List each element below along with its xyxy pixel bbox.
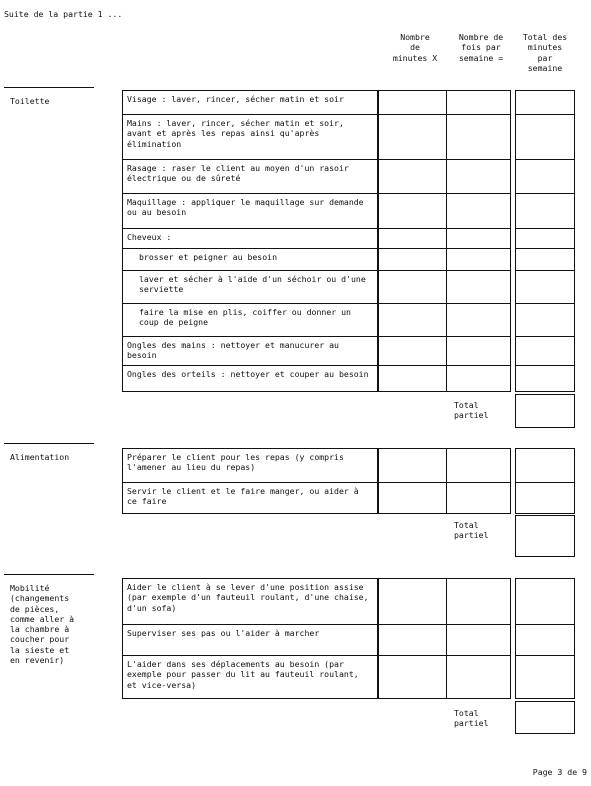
section-rule	[4, 87, 94, 88]
minutes-cell[interactable]	[379, 193, 446, 228]
total-cell[interactable]	[516, 159, 574, 193]
minutes-cell[interactable]	[379, 228, 446, 248]
task-row: Visage : laver, rincer, sécher matin et soir	[127, 94, 344, 104]
task-row: Rasage : raser le client au moyen d'un rasoir électrique ou de sûreté	[123, 159, 377, 193]
times-cell[interactable]	[447, 114, 510, 159]
times-cell[interactable]	[447, 579, 510, 624]
total-cell[interactable]	[516, 114, 574, 159]
times-column-mobilite	[446, 578, 511, 699]
total-cell[interactable]	[516, 365, 574, 393]
task-list-mobilite	[122, 578, 378, 699]
task-row: Maquillage : appliquer le maquillage sur demande ou au besoin	[123, 193, 377, 228]
minutes-column-alimentation	[378, 448, 447, 514]
total-column-toilette	[515, 90, 575, 392]
total-cell[interactable]	[516, 336, 574, 365]
section-rule	[4, 574, 94, 575]
minutes-cell[interactable]	[379, 365, 446, 393]
minutes-cell[interactable]	[379, 336, 446, 365]
total-cell[interactable]	[516, 91, 574, 114]
total-cell[interactable]	[516, 193, 574, 228]
subtotal-label-mobilite: Total partiel	[454, 708, 489, 729]
times-cell[interactable]	[447, 159, 510, 193]
total-cell[interactable]	[516, 624, 574, 655]
minutes-column-toilette	[378, 90, 447, 392]
times-cell[interactable]	[447, 270, 510, 303]
header-minutes: Nombre de minutes X	[392, 32, 438, 63]
minutes-column-mobilite	[378, 578, 447, 699]
minutes-cell[interactable]	[379, 449, 446, 482]
continuation-note: Suite de la partie 1 ...	[4, 9, 123, 19]
minutes-cell[interactable]	[379, 624, 446, 655]
minutes-cell[interactable]	[379, 248, 446, 270]
times-cell[interactable]	[447, 303, 510, 336]
times-cell[interactable]	[447, 193, 510, 228]
minutes-cell[interactable]	[379, 579, 446, 624]
subtotal-label-alimentation: Total partiel	[454, 520, 489, 541]
times-cell[interactable]	[447, 248, 510, 270]
task-row: Aider le client à se lever d'une position assise (par exemple d'un fauteuil roulant, d'une chaise, d'un sofa)	[127, 582, 369, 613]
section-label-toilette: Toilette	[10, 96, 50, 106]
total-cell[interactable]	[516, 655, 574, 698]
task-row: Cheveux :	[123, 228, 377, 248]
total-cell[interactable]	[516, 579, 574, 624]
total-column-alimentation	[515, 448, 575, 514]
section-label-alimentation: Alimentation	[10, 452, 70, 462]
subtotal-label-toilette: Total partiel	[454, 400, 489, 421]
minutes-cell[interactable]	[379, 482, 446, 513]
total-cell[interactable]	[516, 228, 574, 248]
minutes-cell[interactable]	[379, 655, 446, 698]
task-row: Ongles des mains : nettoyer et manucurer au besoin	[123, 336, 377, 365]
task-row: brosser et peigner au besoin	[123, 248, 377, 270]
task-row: laver et sécher à l'aide d'un séchoir ou d'une serviette	[123, 270, 377, 303]
task-row: Mains : laver, rincer, sécher matin et soir, avant et après les repas ainsi qu'après élimination	[123, 114, 377, 159]
task-row: faire la mise en plis, coiffer ou donner un coup de peigne	[123, 303, 377, 336]
task-row: Préparer le client pour les repas (y compris l'amener au lieu du repas)	[127, 452, 344, 473]
task-list-toilette	[122, 90, 378, 392]
minutes-cell[interactable]	[379, 303, 446, 336]
subtotal-box-toilette[interactable]	[515, 394, 575, 428]
times-column-toilette	[446, 90, 511, 392]
header-total-minutes: Total des minutes par semaine	[522, 32, 568, 73]
total-cell[interactable]	[516, 303, 574, 336]
times-cell[interactable]	[447, 655, 510, 698]
times-cell[interactable]	[447, 91, 510, 114]
section-label-mobilite: Mobilité (changements de pièces, comme aller à la chambre à coucher pour la sieste et en revenir)	[10, 583, 75, 665]
times-cell[interactable]	[447, 624, 510, 655]
minutes-cell[interactable]	[379, 159, 446, 193]
times-column-alimentation	[446, 448, 511, 514]
total-cell[interactable]	[516, 270, 574, 303]
subtotal-box-alimentation[interactable]	[515, 515, 575, 557]
task-list-alimentation	[122, 448, 378, 514]
total-cell[interactable]	[516, 449, 574, 482]
total-column-mobilite	[515, 578, 575, 699]
task-row: Ongles des orteils : nettoyer et couper au besoin	[123, 365, 377, 393]
minutes-cell[interactable]	[379, 91, 446, 114]
header-times-per-week: Nombre de fois par semaine =	[458, 32, 504, 63]
section-rule	[4, 443, 94, 444]
times-cell[interactable]	[447, 365, 510, 393]
subtotal-box-mobilite[interactable]	[515, 701, 575, 734]
total-cell[interactable]	[516, 482, 574, 513]
minutes-cell[interactable]	[379, 270, 446, 303]
times-cell[interactable]	[447, 449, 510, 482]
times-cell[interactable]	[447, 228, 510, 248]
times-cell[interactable]	[447, 336, 510, 365]
total-cell[interactable]	[516, 248, 574, 270]
task-row: L'aider dans ses déplacements au besoin (par exemple pour passer du lit au fauteuil roulant, et vice-versa)	[123, 655, 377, 698]
minutes-cell[interactable]	[379, 114, 446, 159]
task-row: Superviser ses pas ou l'aider à marcher	[123, 624, 377, 655]
page-number: Page 3 de 9	[532, 767, 587, 777]
times-cell[interactable]	[447, 482, 510, 513]
task-row: Servir le client et le faire manger, ou aider à ce faire	[123, 482, 377, 513]
